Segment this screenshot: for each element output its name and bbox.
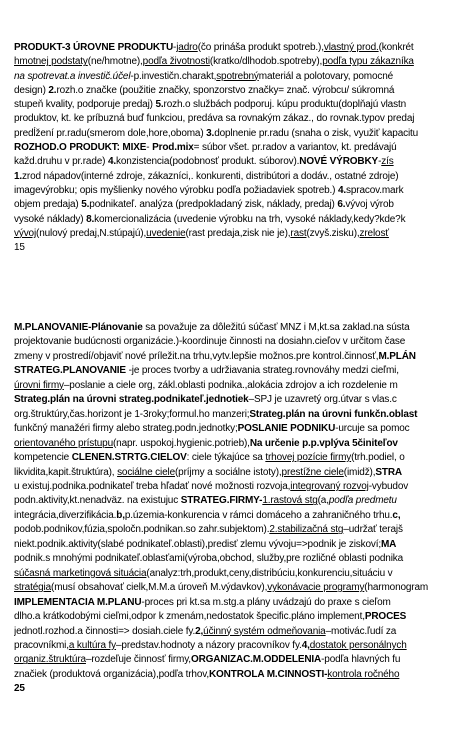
text-run: –rozdeľuje činnosť firmy, (85, 654, 191, 666)
text-run: (čo prináša produkt spotreb.), (197, 42, 324, 53)
text-run: 4. (337, 184, 347, 196)
text-run: jadro (176, 42, 198, 53)
text-run: - (146, 142, 153, 154)
planovanie-line-16 (14, 538, 462, 552)
produkt-line-4 (14, 84, 462, 98)
planovanie-line-23 (14, 639, 462, 653)
text-run: (analyz:trh,produkt,ceny,distribúciu,konkurenciu,situáciu v (146, 567, 393, 579)
text-run: (napr. uspokoj.hygienic.potrieb), (113, 437, 250, 449)
produkt-line-11 (14, 184, 462, 198)
text-run: vývoj (14, 227, 37, 239)
text-run: STRATEG.PLANOVANIE (14, 365, 126, 377)
text-run: zrod nápadov(interné zdroje, zákazníci,. konkurenti, distribútori a dodáv., ostatné zdroje) (22, 170, 399, 182)
text-run: organiz.štruktúra (14, 654, 86, 666)
text-run: sociálne ciele (117, 466, 175, 478)
planovanie-line-11 (14, 466, 462, 480)
text-run: M.PLANOVANIE-Plánovanie (14, 322, 143, 333)
text-run: integrácia,diverzifikácia. (14, 509, 117, 521)
text-run: podľa typu zákazníka (322, 56, 414, 68)
text-run: Na určenie p.p.vplýva 5činiteľov (249, 437, 398, 449)
planovanie-line-22 (14, 625, 462, 639)
text-run: 2.stabilizačná stg (269, 524, 344, 536)
text-run: vlastný prod. (323, 42, 379, 53)
planovanie-line-9 (14, 437, 462, 451)
text-run: -urcuje sa pomoc (335, 423, 410, 435)
planovanie-line-4 (14, 364, 462, 378)
text-run: zrelosť (359, 227, 389, 239)
text-run: likvidita,kapit.štruktúra), (14, 466, 118, 478)
produkt-line-7 (14, 127, 462, 141)
text-run: objem predaja) (14, 199, 82, 211)
text-run: 1.rastová stg (262, 495, 318, 507)
planovanie-line-1 (14, 321, 462, 335)
text-run: pracovníkmi, (14, 639, 69, 651)
text-run: -vybudov (368, 480, 409, 492)
text-block-m-planovanie (14, 321, 462, 697)
text-run: kompetencie (14, 452, 72, 464)
text-run: –predstav.hodnoty a názory pracovníkov fy. (116, 639, 302, 651)
text-block-produkt (14, 41, 462, 255)
text-run: spracov.mark (346, 184, 404, 196)
text-run: na spotrevat.a investič.účel (14, 70, 131, 82)
text-run: CLENEN.STRTG.CIELOV (71, 452, 187, 464)
produkt-line-1 (14, 41, 462, 55)
text-run: (a, (317, 495, 329, 507)
text-run: 5. (155, 99, 164, 111)
text-run: rozh.o službách podporuj. kúpu produktu(doplňajú vlastn (163, 99, 406, 111)
text-run: (rast predaja,zisk nie je), (185, 227, 291, 239)
text-run: podľa predmetu (328, 495, 397, 507)
text-run: = súbor všet. pr.radov a variantov, kt. predávajú (193, 142, 397, 154)
produkt-line-3 (14, 70, 462, 84)
produkt-line-15 (14, 241, 462, 255)
text-run: STRA (375, 466, 402, 478)
text-run: (kratko/dlhodob.spotreby), (209, 56, 323, 68)
text-run: konzistencia(podobnosť produkt. súborov). (116, 156, 300, 168)
text-run: úrovni firmy (14, 379, 64, 391)
planovanie-line-7 (14, 408, 462, 422)
text-run: NOVÉ VÝROBKY (299, 156, 379, 168)
produkt-line-6 (14, 112, 462, 126)
text-run: -proces pri kt.sa m.stg.a plány uvádzajú do praxe s cieľom (141, 596, 391, 608)
text-run: súčasná marketingová situácia (14, 567, 147, 579)
produkt-line-13 (14, 213, 462, 227)
text-run: produktov, kt. ke príbuzná buď funkciou, predáva sa rovnakým zákaz., do rovnak.typov predaj (14, 113, 415, 125)
text-run: podnik.s mnohými podnikateľ.oblasťami(výroba,obchod, služby,pre rozličné oblasti podnika (14, 553, 404, 565)
text-run: STRATEG.FIRMY- (180, 495, 263, 507)
text-run: rozh.o značke (použitie značky, sponzorstvo značky= znač. výrobcu/ súkromná (56, 84, 395, 96)
text-run: vysoké náklady) (14, 213, 87, 225)
text-run: sa považuje za dôležitú súčasť MNZ i M,kt.sa zaklad.na sústa (142, 322, 410, 333)
text-run: niekt.podnik.aktivity(slabé podnikateľ.oblasti),predisť zlemu vývoju=>podnik je ziskoví; (14, 538, 381, 550)
text-run: trhovej pozície firmy (265, 452, 352, 464)
text-run: podľa životnosti (142, 56, 210, 68)
text-run: stupeň kvality, podporuje predaj) (14, 99, 156, 111)
text-run: POSLANIE PODNIKU (237, 423, 336, 435)
text-run: Prod.mix (152, 142, 194, 154)
text-run: stratégia (14, 582, 52, 594)
planovanie-line-24 (14, 653, 462, 667)
text-run: zmeny v prostredí/objaviť nové príležit.na trhu,vytv.lepšie možnos.pre kontrol.činnosť, (14, 350, 379, 362)
text-run: orientovaného prístupu (14, 437, 113, 449)
text-run: 1. (14, 170, 23, 182)
text-run: kontrola ročného (327, 668, 400, 680)
planovanie-line-2 (14, 335, 462, 349)
planovanie-line-5 (14, 379, 462, 393)
planovanie-line-26 (14, 682, 462, 696)
text-run: Strateg.plán na úrovni strateg.podnikateľ.jednotiek (14, 394, 249, 406)
text-run: PRODUKT-3 ÚROVNE PRODUKTU (14, 42, 174, 53)
produkt-line-14 (14, 227, 462, 241)
text-run: –SPJ je uzavretý org.útvar s vlas.c (248, 394, 397, 406)
text-run: KONTROLA M.CINNOSTI- (208, 668, 328, 680)
text-run: - (173, 42, 177, 53)
text-run: dostatok personálnych (309, 639, 407, 651)
text-run: uvedenie (146, 227, 186, 239)
text-run: -p.investičn.charakt, (130, 70, 217, 82)
text-run: PROCES (364, 611, 407, 623)
text-run: materiál a polotovary, pomocné (258, 70, 394, 82)
planovanie-line-25 (14, 668, 462, 682)
text-run: spotrebný (216, 70, 259, 82)
text-run: (ne/hmotne), (87, 56, 143, 68)
text-run: a kultúra fy (68, 639, 117, 651)
text-run: značiek (produktová organizácia),podľa trhov, (14, 668, 209, 680)
planovanie-line-8 (14, 422, 462, 436)
text-run: -podľa hlavných fu (321, 654, 401, 666)
text-run: každ.druhu v pr.rade) (14, 156, 108, 168)
text-run: MA (381, 538, 397, 550)
planovanie-line-6 (14, 393, 462, 407)
text-run: design) (14, 84, 49, 96)
text-run: b, (116, 509, 125, 521)
planovanie-line-13 (14, 494, 462, 508)
text-run: projektovanie budúcnosti organizácie.)-koordinuje činnosti na dosiahn.cieľov v určitom čase (14, 336, 406, 348)
text-run: (trh.podiel, o (351, 452, 405, 464)
text-run: predĺžení pr.radu(smerom dole,hore,oboma) (14, 127, 207, 139)
text-run: ORGANIZAC.M.ODDELENIA (190, 654, 322, 666)
text-run: vykonávacie programy (267, 582, 365, 594)
page-number: 25 (14, 683, 25, 695)
planovanie-line-15 (14, 523, 462, 537)
text-run: imagevýrobku; opis myšlienky nového výrobku podľa požiadaviek spotreb.) (14, 184, 338, 196)
text-run: hmotnej podstaty (14, 56, 88, 68)
text-run: 4. (107, 156, 117, 168)
text-run: 2. (48, 84, 57, 96)
planovanie-line-21 (14, 610, 462, 624)
text-run: 3. (206, 127, 215, 139)
text-run: Strateg.plán na úrovni funkčn.oblast (249, 408, 418, 420)
text-run: účinný systém odmeňovania (203, 625, 326, 637)
text-run: podnikateľ. analýza (predpokladaný zisk, náklady, predaj) (89, 199, 338, 211)
produkt-line-10 (14, 170, 462, 184)
text-run: rast (290, 227, 307, 239)
text-run: funkčný manažéri firmy alebo strateg.podn.jednotky; (14, 423, 238, 435)
text-run: prestížne ciele (281, 466, 344, 478)
text-run: : ciele týkajúce sa (186, 452, 266, 464)
text-run: (zvyš.zisku), (306, 227, 360, 239)
text-run: p.územia-konkurencia v rámci domáceho a zahraničného trhu. (124, 509, 393, 521)
text-run: podn.aktivity,kt.nenadväz. na existujuc (14, 495, 181, 507)
produkt-line-9 (14, 155, 462, 169)
text-run: (imidž), (343, 466, 376, 478)
text-run: (konkrét (378, 42, 414, 53)
text-run: –udržať terajš (343, 524, 403, 536)
text-run: org.štruktúry,čas.horizont je 1-3roky;formul.ho manzeri; (14, 408, 250, 420)
text-run: 2, (195, 625, 204, 637)
text-run: doplnenie pr.radu (snaha o zisk, využiť kapacitu (214, 127, 419, 139)
text-run: (musí obsahovať cielk,M.M.a úroveň M.výdavkov), (51, 582, 268, 594)
text-run: ROZHOD.O PRODUKT: MIXE (14, 142, 147, 154)
text-run: (príjmy a sociálne istoty), (175, 466, 282, 478)
text-run: zís (381, 156, 394, 168)
page-number: 15 (14, 242, 25, 254)
planovanie-line-10 (14, 451, 462, 465)
text-run: jednotl.rozhod.a činnosti=> dosiah.ciele fy. (14, 625, 196, 637)
text-run: dlho.a krátkodobými cieľmi,odpor k zmenám,nedostatok špecific.pláno implement, (14, 611, 365, 623)
text-run: u existuj.podnika.podnikateľ treba hľadať nové možnosti rozvoja, (14, 480, 291, 492)
text-run: 4, (301, 639, 310, 651)
produkt-line-2 (14, 55, 462, 69)
produkt-line-8 (14, 141, 462, 155)
produkt-line-5 (14, 98, 462, 112)
produkt-line-12 (14, 198, 462, 212)
planovanie-line-3 (14, 350, 462, 364)
text-run: - (378, 156, 382, 168)
text-run: M.PLÁN (378, 350, 416, 362)
planovanie-line-14 (14, 509, 462, 523)
text-run: –motivác.ľudí za (325, 625, 397, 637)
text-run: 5. (81, 199, 90, 211)
planovanie-line-17 (14, 552, 462, 566)
planovanie-line-18 (14, 567, 462, 581)
text-run: 6. (337, 199, 346, 211)
text-run: -je proces tvorby a udržiavania strateg.rovnováhy medzi cieľmi, (125, 365, 399, 377)
text-run: podob.podnikov,fúzia,spoločn.podnikan.so zahr.subjektom). (14, 524, 270, 536)
planovanie-line-12 (14, 480, 462, 494)
text-run: (nulový predaj,N.stúpajú), (36, 227, 147, 239)
text-run: 8. (86, 213, 95, 225)
planovanie-line-20 (14, 596, 462, 610)
text-run: c, (392, 509, 401, 521)
text-run: vývoj výrob (345, 199, 394, 211)
text-run: –poslanie a ciele org, zákl.oblasti podnika.,alokácia zdrojov a ich rozdelenie m (63, 379, 398, 391)
text-run: komercionalizácia (uvedenie výrobku na trh, vysoké náklady,kedy?kde?k (94, 213, 406, 225)
text-run: (harmonogram (364, 582, 429, 594)
text-run: integrovaný rozvoj (290, 480, 369, 492)
planovanie-line-19 (14, 581, 462, 595)
text-run: IMPLEMENTACIA M.PLANU (14, 596, 142, 608)
